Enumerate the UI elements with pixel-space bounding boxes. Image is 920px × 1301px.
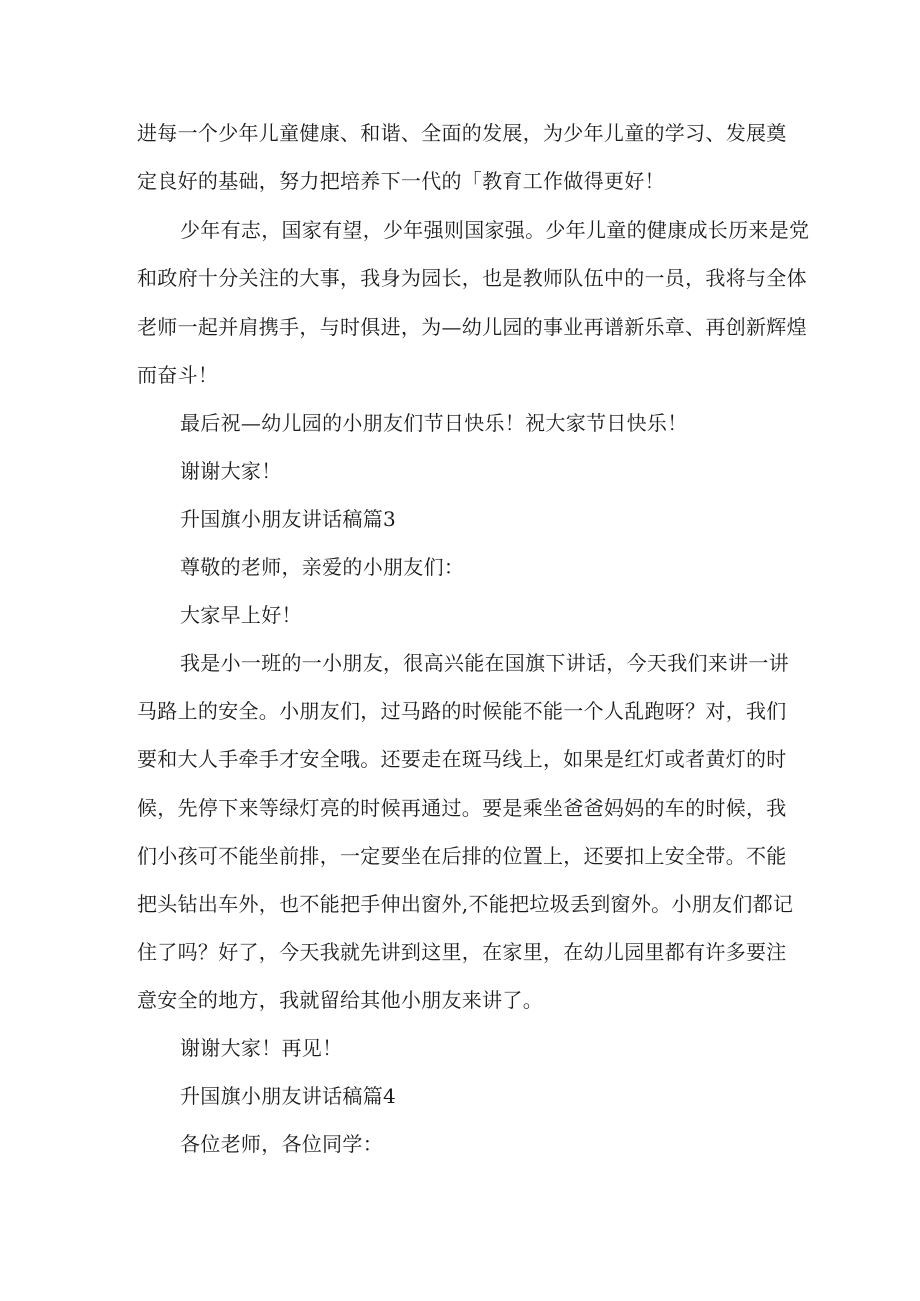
paragraph-line: 马路上的安全。小朋友们，过马路的时候能不能一个人乱跑呀？对，我们 — [137, 699, 787, 723]
paragraph-line: 候，先停下来等绿灯亮的时候再通过。要是乘坐爸爸妈妈的车的时候，我 — [137, 796, 787, 820]
paragraph-line: 们小孩可不能坐前排，一定要坐在后排的位置上，还要扣上安全带。不能 — [137, 844, 787, 868]
paragraph-line: 进每一个少年儿童健康、和谐、全面的发展，为少年儿童的学习、发展奠 — [137, 121, 787, 145]
greeting: 大家早上好！ — [180, 603, 302, 627]
paragraph-line: 住了吗？好了，今天我就先讲到这里，在家里，在幼儿园里都有许多要注 — [137, 940, 787, 964]
paragraph-line: 我是小一班的一小朋友，很高兴能在国旗下讲话，今天我们来讲一讲 — [180, 651, 789, 675]
paragraph-line: 而奋斗！ — [137, 363, 219, 387]
paragraph-line: 老师一起并肩携手，与时俱进，为—幼儿园的事业再谱新乐章、再创新辉煌 — [137, 315, 807, 339]
paragraph-line: 定良好的基础，努力把培养下一代的「教育工作做得更好！ — [137, 169, 665, 193]
closing-line: 谢谢大家！再见！ — [180, 1036, 343, 1060]
paragraph-line: 谢谢大家！ — [180, 459, 282, 483]
section-heading: 升国旗小朋友讲话稿篇3 — [180, 507, 397, 531]
paragraph-line: 把头钻出车外，也不能把手伸出窗外,不能把垃圾丢到窗外。小朋友们都记 — [137, 892, 794, 916]
paragraph-line: 要和大人手牵手才安全哦。还要走在斑马线上，如果是红灯或者黄灯的时 — [137, 747, 787, 771]
paragraph-line: 最后祝—幼儿园的小朋友们节日快乐！祝大家节日快乐！ — [180, 411, 688, 435]
section-heading: 升国旗小朋友讲话稿篇4 — [180, 1084, 397, 1108]
paragraph-line: 意安全的地方，我就留给其他小朋友来讲了。 — [137, 988, 543, 1012]
salutation: 各位老师，各位同学： — [180, 1132, 383, 1156]
paragraph-line: 和政府十分关注的大事，我身为园长，也是教师队伍中的一员，我将与全体 — [137, 266, 807, 290]
salutation: 尊敬的老师，亲爱的小朋友们： — [180, 555, 465, 579]
paragraph-line: 少年有志，国家有望，少年强则国家强。少年儿童的健康成长历来是党 — [180, 218, 810, 242]
